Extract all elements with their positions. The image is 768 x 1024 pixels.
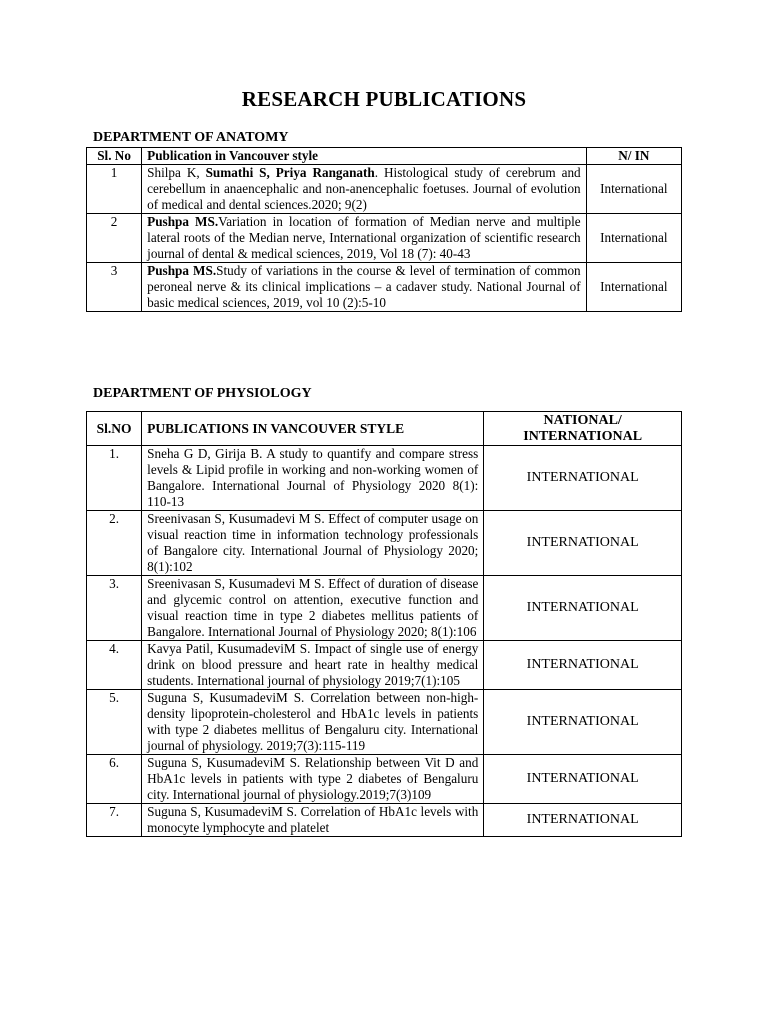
author-text: Shilpa K, <box>147 165 206 180</box>
scope-cell: International <box>586 165 681 214</box>
publication-cell: Sreenivasan S, Kusumadevi M S. Effect of duration of disease and glycemic control on attention, executive function and visual reaction time in type 2 diabetes mellitus patients of Bangalore. International Journal of Physiology 2020; 8(1):106 <box>142 576 484 641</box>
table-row <box>87 576 682 641</box>
header-sl-no: Sl.NO <box>87 412 142 446</box>
anatomy-heading: DEPARTMENT OF ANATOMY <box>93 130 289 145</box>
publication-cell: Sreenivasan S, Kusumadevi M S. Effect of computer usage on visual reaction time in information technology professionals of Bangalore city. International Journal of Physiology 2020; 8(1):102 <box>142 511 484 576</box>
table-row <box>87 263 682 312</box>
sl-no-cell: 2. <box>87 511 142 576</box>
author-bold: Pushpa MS. <box>147 214 219 229</box>
sl-no-cell: 1 <box>87 165 142 214</box>
physiology-heading: DEPARTMENT OF PHYSIOLOGY <box>93 386 312 401</box>
author-bold: Sumathi S, Priya Ranganath <box>205 165 375 180</box>
sl-no-cell: 2 <box>87 214 142 263</box>
publication-cell: Suguna S, KusumadeviM S. Correlation between non-high-density lipoprotein-cholesterol and HbA1c levels in patients with type 2 diabetes mellitus of Bengaluru city. International journal of physiology. 2019;7(3):115-119 <box>142 690 484 755</box>
physiology-table <box>86 411 682 837</box>
citation-text: Study of variations in the course & level of termination of common peroneal nerve & its clinical implications – a cadaver study. National Journal of basic medical sciences, 2019, vol 10 (2):5-10 <box>147 263 581 310</box>
anatomy-table <box>86 147 682 312</box>
header-sl-no: Sl. No <box>87 148 142 165</box>
publication-cell: Kavya Patil, KusumadeviM S. Impact of single use of energy drink on blood pressure and heart rate in healthy medical students. International journal of physiology 2019;7(1):105 <box>142 641 484 690</box>
table-row <box>87 641 682 690</box>
scope-cell: INTERNATIONAL <box>484 576 682 641</box>
publication-cell <box>142 165 586 214</box>
sl-no-cell: 1. <box>87 446 142 511</box>
table-row <box>87 511 682 576</box>
page-title: RESEARCH PUBLICATIONS <box>241 87 527 111</box>
sl-no-cell: 7. <box>87 804 142 837</box>
table-header-row <box>87 412 682 446</box>
scope-cell: INTERNATIONAL <box>484 755 682 804</box>
publication-cell: Suguna S, KusumadeviM S. Relationship between Vit D and HbA1c levels in patients with type 2 diabetes of Bengaluru city. International journal of physiology.2019;7(3)109 <box>142 755 484 804</box>
header-publication: Publication in Vancouver style <box>142 148 586 165</box>
author-bold: Pushpa MS. <box>147 263 217 278</box>
scope-cell: International <box>586 214 681 263</box>
scope-cell: INTERNATIONAL <box>484 641 682 690</box>
publication-cell: Sneha G D, Girija B. A study to quantify and compare stress levels & Lipid profile in working and non-working women of Bangalore. International Journal of Physiology 2020 8(1): 110-13 <box>142 446 484 511</box>
sl-no-cell: 3 <box>87 263 142 312</box>
scope-cell: INTERNATIONAL <box>484 511 682 576</box>
scope-cell: INTERNATIONAL <box>484 446 682 511</box>
publication-cell <box>142 214 586 263</box>
publication-text-truncated: Suguna S, KusumadeviM S. Correlation of HbA1c levels with monocyte lymphocyte and platelet <box>147 804 479 835</box>
scope-cell: International <box>586 263 681 312</box>
table-row <box>87 690 682 755</box>
sl-no-cell: 3. <box>87 576 142 641</box>
scope-cell: INTERNATIONAL <box>484 690 682 755</box>
citation-text: Variation in location of formation of Median nerve and multiple lateral roots of the Median nerve, International organization of scientific research journal of dental & medical sciences, 2019, Vol 18 (7): 40-43 <box>147 214 581 261</box>
table-row <box>87 804 682 837</box>
publication-cell <box>142 263 586 312</box>
header-national-international: NATIONAL/ INTERNATIONAL <box>484 412 682 446</box>
sl-no-cell: 6. <box>87 755 142 804</box>
table-row <box>87 446 682 511</box>
sl-no-cell: 5. <box>87 690 142 755</box>
scope-cell: INTERNATIONAL <box>484 804 682 837</box>
header-national-international: N/ IN <box>586 148 681 165</box>
sl-no-cell: 4. <box>87 641 142 690</box>
header-publication: PUBLICATIONS IN VANCOUVER STYLE <box>142 412 484 446</box>
table-row <box>87 165 682 214</box>
citation-text: . Histological study of cerebrum and cerebellum in anaencephalic and non-anencephalic foetuses. Journal of evolution of medical and dental sciences.2020; 9(2) <box>147 165 581 212</box>
table-row <box>87 214 682 263</box>
publication-cell <box>142 804 484 837</box>
table-row <box>87 755 682 804</box>
table-header-row <box>87 148 682 165</box>
